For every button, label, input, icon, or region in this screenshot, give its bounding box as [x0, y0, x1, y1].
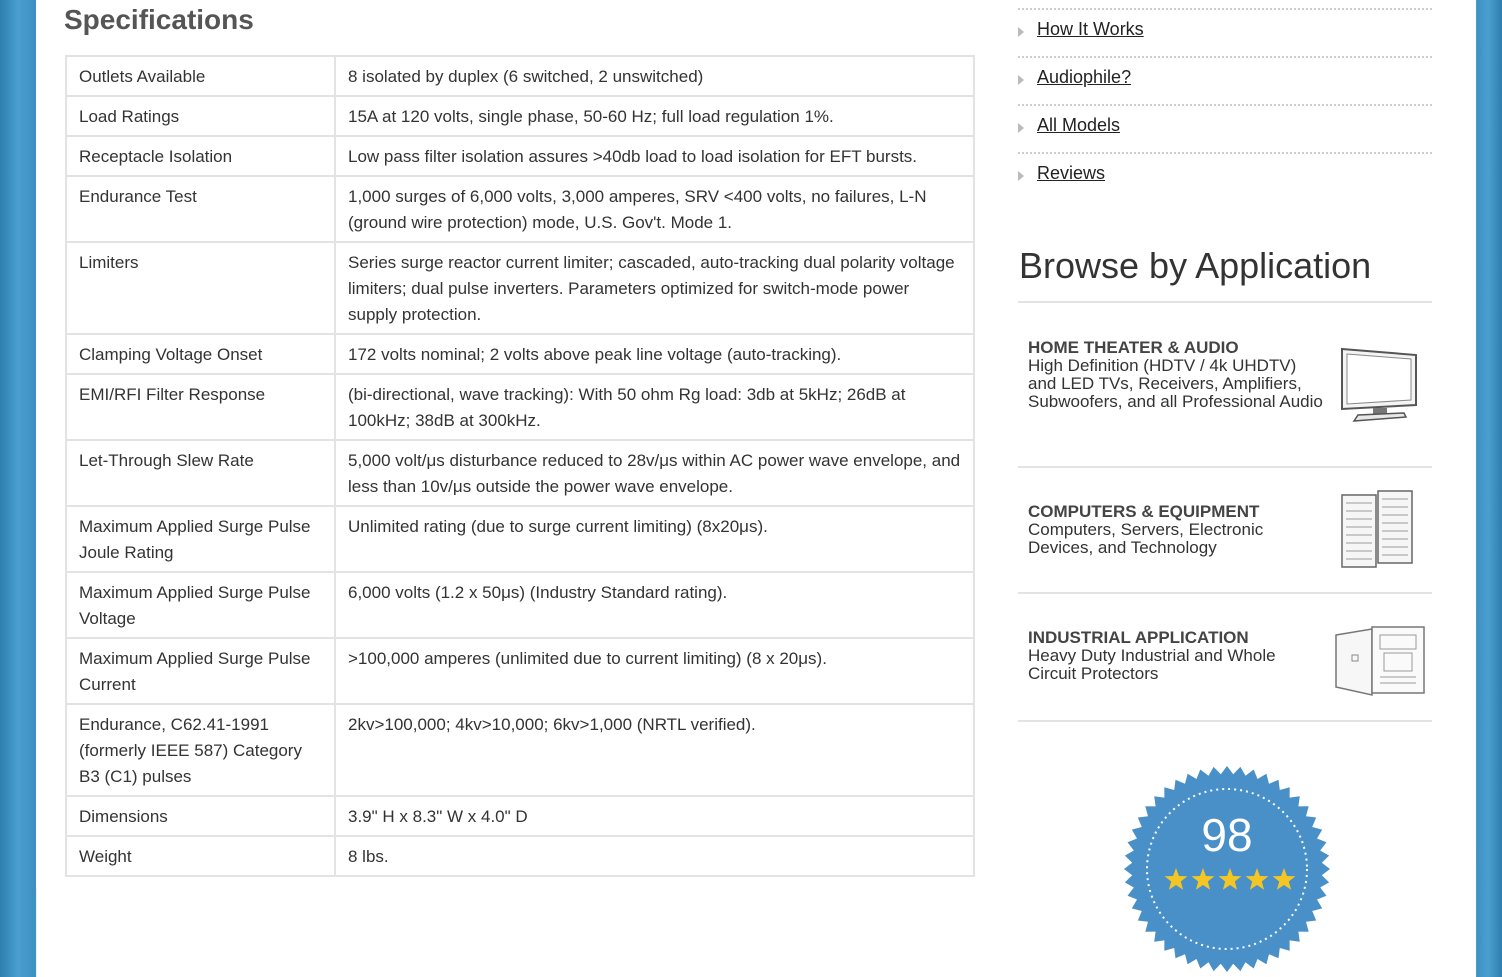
chevron-right-icon: [1018, 123, 1024, 133]
application-description: High Definition (HDTV / 4k UHDTV) and LED TVs, Receivers, Amplifiers, Subwoofers, and all Professional Audio: [1028, 356, 1323, 411]
spec-row: [66, 242, 974, 334]
application-computers[interactable]: [1018, 467, 1432, 594]
spec-row: [66, 796, 974, 836]
browse-title: Browse by Application: [1019, 245, 1372, 286]
spec-value: 6,000 volts (1.2 x 50μs) (Industry Standard rating).: [335, 572, 974, 638]
spec-value: 5,000 volt/μs disturbance reduced to 28v/μs within AC power wave envelope, and less than 10v/μs outside the power wave envelope.: [335, 440, 974, 506]
application-industrial[interactable]: [1018, 593, 1432, 722]
seal-icon: [1124, 766, 1330, 972]
spec-row: [66, 176, 974, 242]
specifications-table: [65, 55, 975, 877]
application-description: Computers, Servers, Electronic Devices, and Technology: [1028, 520, 1264, 557]
electrical-panel-icon[interactable]: [1332, 625, 1428, 697]
nav-item-reviews: [1018, 152, 1432, 200]
spec-row: [66, 638, 974, 704]
spec-label: Clamping Voltage Onset: [66, 334, 335, 374]
spec-row: [66, 136, 974, 176]
spec-label: Endurance, C62.41-1991 (formerly IEEE 587) Category B3 (C1) pulses: [66, 704, 335, 796]
nav-link-audiophile[interactable]: Audiophile?: [1037, 67, 1132, 87]
spec-value: Low pass filter isolation assures >40db load to load isolation for EFT bursts.: [335, 136, 974, 176]
spec-row: [66, 96, 974, 136]
server-rack-icon[interactable]: [1340, 489, 1416, 569]
sidebar: [1018, 0, 1432, 683]
application-text: [1028, 339, 1328, 411]
nav-item-all-models: [1018, 104, 1432, 152]
spec-label: Maximum Applied Surge Pulse Current: [66, 638, 335, 704]
spec-row: [66, 572, 974, 638]
nav-item-audiophile: [1018, 56, 1432, 104]
spec-label: Weight: [66, 836, 335, 876]
spec-value: 15A at 120 volts, single phase, 50-60 Hz; full load regulation 1%.: [335, 96, 974, 136]
rating-score: 98: [1201, 809, 1253, 861]
spec-label: Endurance Test: [66, 176, 335, 242]
spec-value: 8 isolated by duplex (6 switched, 2 unswitched): [335, 56, 974, 96]
spec-row: [66, 704, 974, 796]
spec-value: 1,000 surges of 6,000 volts, 3,000 amperes, SRV <400 volts, no failures, L-N (ground wire protection) mode, U.S. Gov't. Mode 1.: [335, 176, 974, 242]
nav-link-how-it-works[interactable]: How It Works: [1037, 19, 1144, 39]
spec-row: [66, 836, 974, 876]
spec-row: [66, 440, 974, 506]
specifications-title: Specifications: [64, 4, 254, 35]
spec-label: Maximum Applied Surge Pulse Joule Rating: [66, 506, 335, 572]
spec-label: Receptacle Isolation: [66, 136, 335, 176]
spec-value: 172 volts nominal; 2 volts above peak line voltage (auto-tracking).: [335, 334, 974, 374]
application-text: [1028, 503, 1328, 557]
spec-row: [66, 334, 974, 374]
spec-label: EMI/RFI Filter Response: [66, 374, 335, 440]
page: [36, 0, 1476, 888]
spec-label: Let-Through Slew Rate: [66, 440, 335, 506]
spec-label: Load Ratings: [66, 96, 335, 136]
spec-value: 3.9" H x 8.3" W x 4.0" D: [335, 796, 974, 836]
nav-item-how-it-works: [1018, 8, 1432, 56]
spec-label: Maximum Applied Surge Pulse Voltage: [66, 572, 335, 638]
spec-label: Dimensions: [66, 796, 335, 836]
chevron-right-icon: [1018, 171, 1024, 181]
spec-row: [66, 506, 974, 572]
application-description: Heavy Duty Industrial and Whole Circuit Protectors: [1028, 646, 1276, 683]
spec-label: Outlets Available: [66, 56, 335, 96]
rating-badge: [1124, 766, 1330, 972]
application-home-theater[interactable]: [1018, 303, 1432, 468]
application-title[interactable]: HOME THEATER & AUDIO: [1028, 338, 1239, 357]
chevron-right-icon: [1018, 27, 1024, 37]
spec-value: Series surge reactor current limiter; cascaded, auto-tracking dual polarity voltage limiters; dual pulse inverters. Parameters optimized for switch-mode power supply protection.: [335, 242, 974, 334]
spec-row: [66, 374, 974, 440]
application-text: [1028, 629, 1328, 683]
spec-label: Limiters: [66, 242, 335, 334]
spec-value: (bi-directional, wave tracking): With 50 ohm Rg load: 3db at 5kHz; 26dB at 100kHz; 38dB at 300kHz.: [335, 374, 974, 440]
spec-value: 8 lbs.: [335, 836, 974, 876]
spec-value: 2kv>100,000; 4kv>10,000; 6kv>1,000 (NRTL verified).: [335, 704, 974, 796]
nav-link-reviews[interactable]: Reviews: [1037, 163, 1106, 183]
nav-link-all-models[interactable]: All Models: [1037, 115, 1121, 135]
application-title[interactable]: INDUSTRIAL APPLICATION: [1028, 628, 1249, 647]
application-title[interactable]: COMPUTERS & EQUIPMENT: [1028, 502, 1260, 521]
spec-row: [66, 56, 974, 96]
tv-icon[interactable]: [1340, 347, 1420, 423]
spec-value: >100,000 amperes (unlimited due to current limiting) (8 x 20μs).: [335, 638, 974, 704]
spec-value: Unlimited rating (due to surge current limiting) (8x20μs).: [335, 506, 974, 572]
sidebar-nav: [1018, 8, 1432, 200]
chevron-right-icon: [1018, 75, 1024, 85]
